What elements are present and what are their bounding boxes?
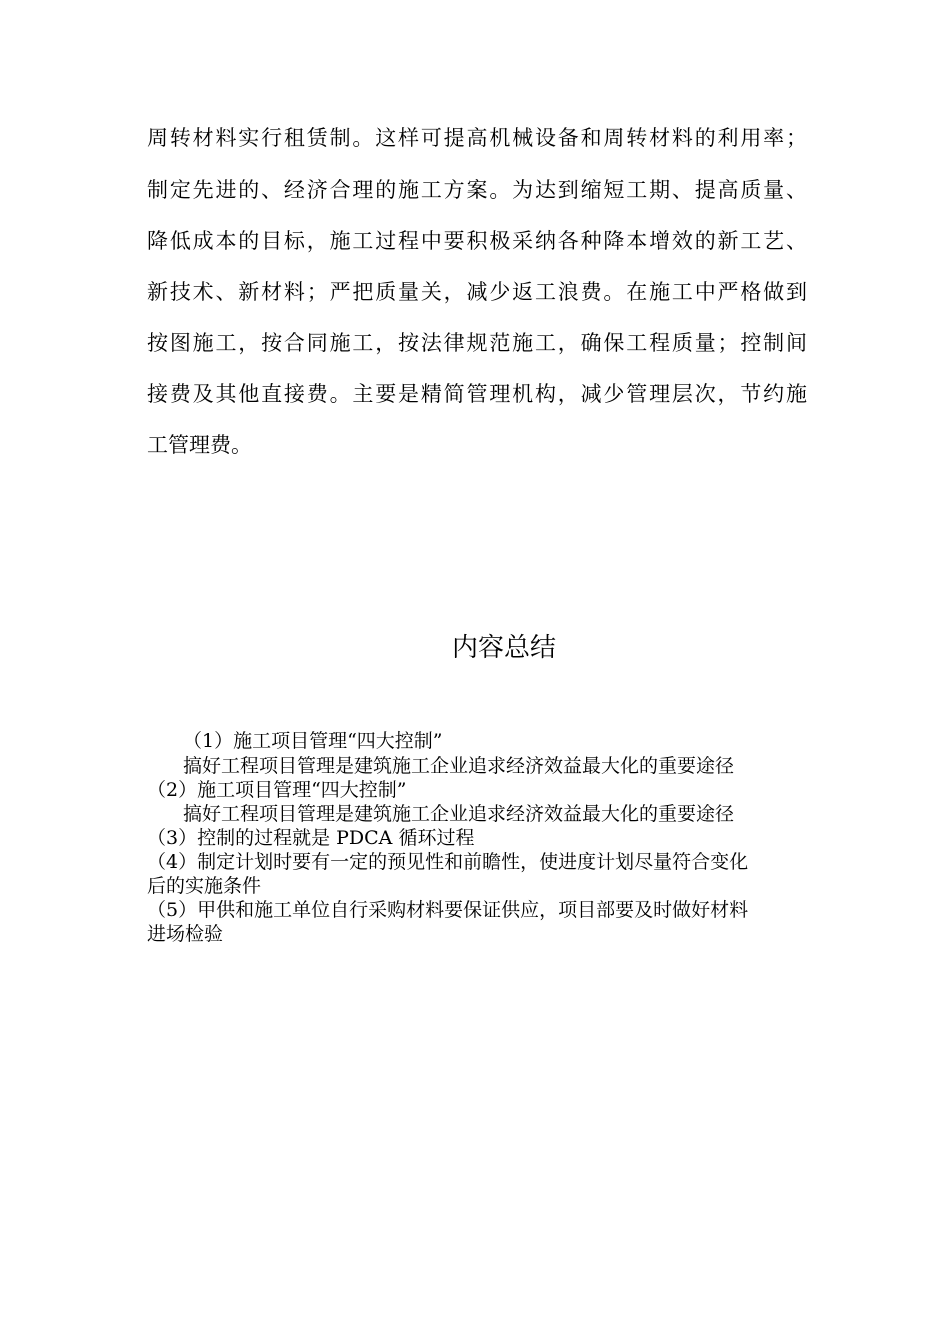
paragraph-line: 制定先进的、经济合理的施工方案。为达到缩短工期、提高质量、 bbox=[147, 178, 807, 202]
paragraph-line: 周转材料实行租赁制。这样可提高机械设备和周转材料的利用率； bbox=[147, 126, 807, 150]
paragraph-line: 工管理费。 bbox=[147, 433, 252, 457]
summary-item-continuation: 后的实施条件 bbox=[147, 875, 262, 897]
paragraph-line: 按图施工，按合同施工，按法律规范施工，确保工程质量；控制间 bbox=[147, 331, 807, 355]
paragraph-line: 降低成本的目标，施工过程中要积极采纳各种降本增效的新工艺、 bbox=[147, 229, 807, 253]
summary-item-text: 搞好工程项目管理是建筑施工企业追求经济效益最大化的重要途径 bbox=[183, 755, 735, 777]
summary-item: （4）制定计划时要有一定的预见性和前瞻性，使进度计划尽量符合变化 bbox=[147, 851, 749, 873]
summary-item: （5）甲供和施工单位自行采购材料要保证供应，项目部要及时做好材料 bbox=[147, 899, 749, 921]
summary-item-heading: （1）施工项目管理“四大控制” bbox=[183, 730, 443, 752]
summary-title: 内容总结 bbox=[451, 633, 556, 663]
summary-item-text: 搞好工程项目管理是建筑施工企业追求经济效益最大化的重要途径 bbox=[183, 803, 735, 825]
paragraph-line: 接费及其他直接费。主要是精简管理机构，减少管理层次，节约施 bbox=[147, 382, 807, 406]
summary-item-heading: （2）施工项目管理“四大控制” bbox=[147, 779, 407, 801]
paragraph-line: 新技术、新材料；严把质量关，减少返工浪费。在施工中严格做到 bbox=[147, 280, 807, 304]
summary-item-continuation: 进场检验 bbox=[147, 923, 224, 945]
summary-item: （3）控制的过程就是 PDCA 循环过程 bbox=[147, 827, 475, 849]
